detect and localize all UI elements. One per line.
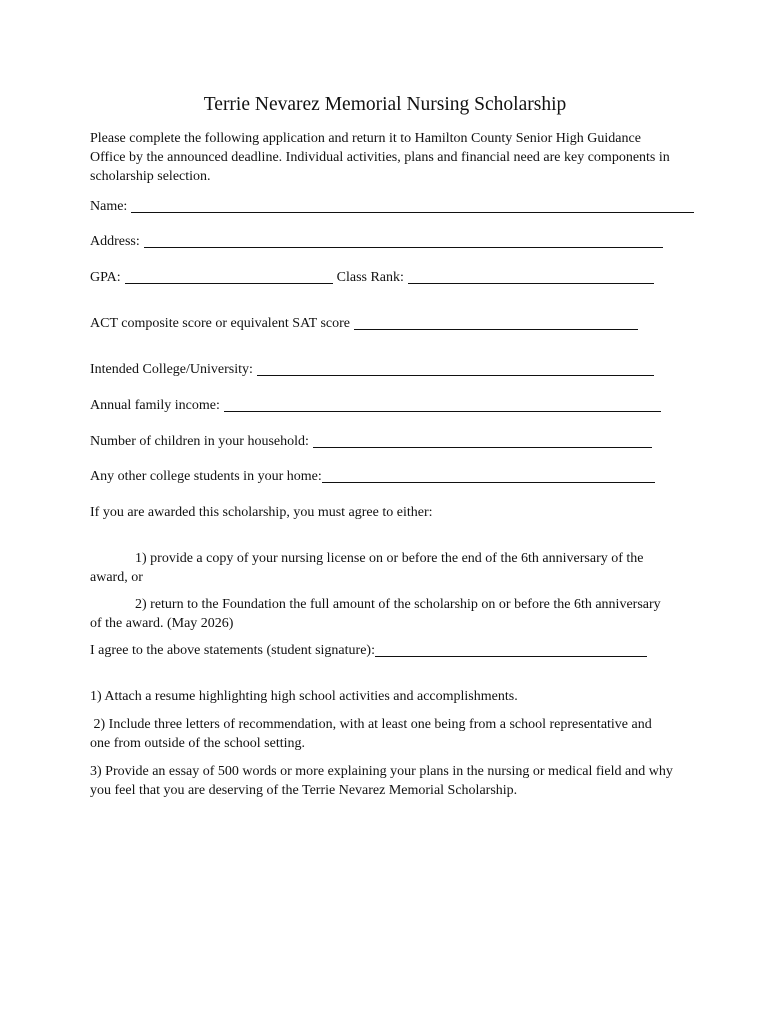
name-label: Name:	[90, 199, 128, 214]
form-title: Terrie Nevarez Memorial Nursing Scholarship	[203, 94, 567, 115]
other-students-line[interactable]	[322, 482, 655, 483]
requirement-3: 3) Provide an essay of 500 words or more explaining your plans in the nursing or medical field and why you feel that you are deserving of the Terrie Nevarez Memorial Scholarship.	[90, 764, 673, 798]
children-line[interactable]	[313, 447, 652, 448]
option-1	[90, 549, 675, 587]
other-students-field[interactable]	[90, 467, 655, 487]
college-line[interactable]	[257, 375, 654, 376]
children-field[interactable]	[90, 432, 652, 452]
name-line[interactable]	[131, 212, 694, 213]
signature-field[interactable]	[90, 641, 647, 661]
class-rank-label: Class Rank:	[336, 270, 404, 285]
act-label: ACT composite score or equivalent SAT score	[90, 316, 350, 331]
act-line[interactable]	[354, 329, 638, 330]
gpa-classrank-field[interactable]	[90, 268, 654, 288]
requirement-1: 1) Attach a resume highlighting high school activities and accomplishments.	[90, 689, 518, 704]
gpa-line[interactable]	[125, 283, 333, 284]
option-2-text: 2) return to the Foundation the full amount of the scholarship on or before the 6th anniversary of the award. (May 2026)	[90, 597, 661, 631]
intro-paragraph: Please complete the following application and return it to Hamilton County Senior High Guidance Office by the announced deadline. Individual activities, plans and financial need are key components in scholarship selection.	[90, 131, 670, 184]
class-rank-line[interactable]	[408, 283, 654, 284]
act-sat-field[interactable]	[90, 314, 638, 334]
name-field[interactable]	[90, 197, 694, 217]
income-line[interactable]	[224, 411, 661, 412]
gpa-label: GPA:	[90, 270, 121, 285]
signature-line[interactable]	[375, 656, 647, 657]
college-label: Intended College/University:	[90, 362, 253, 377]
address-line[interactable]	[144, 247, 663, 248]
children-label: Number of children in your household:	[90, 434, 309, 449]
option-2	[90, 595, 675, 633]
agree-intro: If you are awarded this scholarship, you must agree to either:	[90, 505, 433, 520]
income-label: Annual family income:	[90, 398, 220, 413]
other-students-label: Any other college students in your home:	[90, 469, 322, 484]
income-field[interactable]	[90, 396, 661, 416]
option-1-text: 1) provide a copy of your nursing license on or before the end of the 6th anniversary of the award, or	[90, 551, 644, 585]
address-field[interactable]	[90, 232, 663, 252]
address-label: Address:	[90, 234, 140, 249]
signature-label: I agree to the above statements (student signature):	[90, 643, 375, 658]
college-field[interactable]	[90, 360, 654, 380]
requirement-2: 2) Include three letters of recommendation, with at least one being from a school representative and one from outside of the school setting.	[90, 717, 656, 751]
